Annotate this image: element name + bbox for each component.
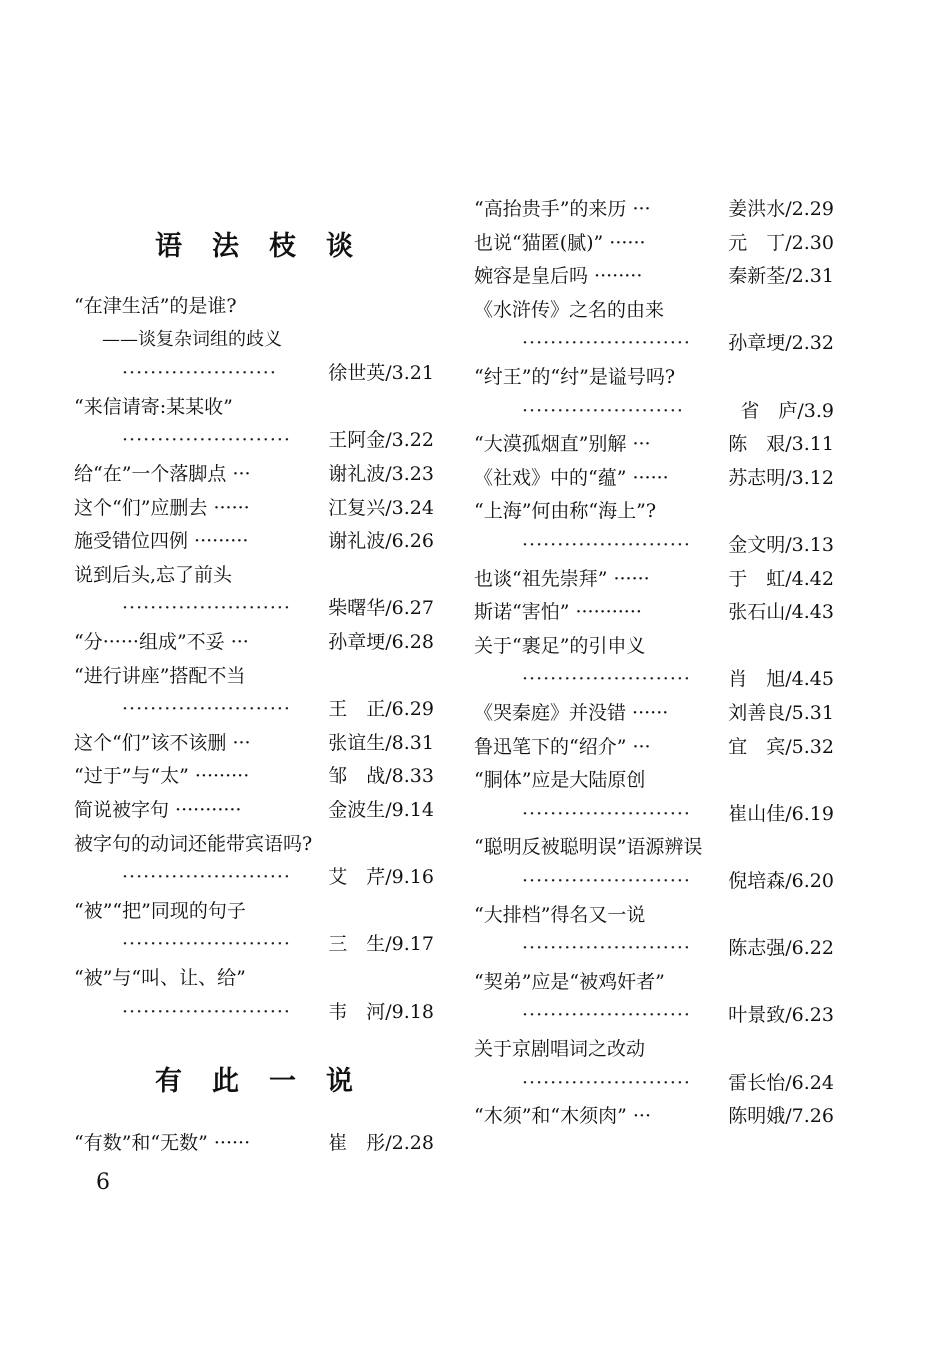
leader-dots: ························	[522, 1071, 691, 1094]
toc-entry	[474, 394, 834, 428]
entry-author-issue: 孙章埂/2.32	[728, 332, 834, 355]
toc-entry	[74, 692, 434, 726]
toc-entry	[474, 864, 834, 898]
entry-author-issue: 宜 宾/5.32	[728, 735, 834, 758]
entry-author-issue: 三 生/9.17	[328, 933, 434, 956]
toc-entry	[474, 259, 834, 293]
entry-author-issue: 于 虹/4.42	[728, 567, 834, 590]
toc-entry	[474, 1099, 834, 1133]
entry-title: 关于京剧唱词之改动	[474, 1038, 646, 1060]
entry-title: “大漠孤烟直”别解 ···	[474, 433, 651, 456]
entry-author-issue: 艾 芹/9.16	[328, 866, 434, 889]
toc-entry	[474, 763, 834, 797]
entry-title: 婉容是皇后吗 ········	[474, 265, 643, 288]
toc-entry	[74, 961, 434, 995]
toc-entry	[74, 356, 434, 390]
entry-title: 斯诺“害怕” ···········	[474, 601, 642, 624]
leader-dots: ························	[122, 1000, 291, 1023]
entry-title: “进行讲座”搭配不当	[74, 664, 246, 687]
entry-author-issue: 金文明/3.13	[728, 534, 834, 556]
entry-title: “聪明反被聪明误”语源辨误	[474, 836, 703, 859]
entry-author-issue: 柴曙华/6.27	[328, 597, 434, 620]
leader-dots: ························	[122, 866, 291, 889]
leader-dots: ························	[522, 534, 691, 556]
toc-entry	[474, 1066, 834, 1100]
toc-entry	[74, 491, 434, 525]
toc-entry	[474, 898, 834, 932]
toc-entry	[474, 931, 834, 965]
entry-author-issue: 肖 旭/4.45	[728, 668, 834, 691]
page-number: 6	[96, 1170, 110, 1195]
entry-author-issue: 王 正/6.29	[328, 698, 434, 721]
entry-title: “有数”和“无数” ······	[74, 1132, 251, 1154]
toc-entry	[474, 326, 834, 360]
entry-author-issue: 韦 河/9.18	[328, 1000, 434, 1023]
toc-entry	[74, 827, 434, 861]
entry-author-issue: 孙章埂/6.28	[328, 631, 434, 653]
toc-entry	[474, 494, 834, 528]
toc-entry	[74, 524, 434, 558]
leader-dots: ·······················	[522, 399, 684, 422]
toc-entry	[74, 793, 434, 827]
toc-entry	[474, 998, 834, 1032]
entry-title: “被”“把”同现的句子	[74, 899, 246, 922]
leader-dots: ························	[522, 332, 691, 355]
toc-entry	[474, 595, 834, 629]
toc-entry	[474, 360, 834, 394]
entry-author-issue: 苏志明/3.12	[728, 466, 834, 489]
leader-dots: ······················	[122, 362, 277, 385]
toc-entry	[74, 927, 434, 961]
toc-entry	[74, 558, 434, 592]
entry-author-issue: 徐世英/3.21	[328, 362, 434, 385]
section-title: 语法枝谈	[155, 231, 383, 262]
entry-author-issue: 江复兴/3.24	[328, 496, 434, 519]
entry-author-issue: 张谊生/8.31	[328, 731, 434, 754]
entry-title: 鲁迅笔下的“绍介” ···	[474, 735, 651, 758]
toc-entry	[74, 591, 434, 625]
toc-entry	[474, 226, 834, 260]
entry-author-issue: 崔 彤/2.28	[328, 1132, 434, 1154]
entry-title: “胴体”应是大陆原创	[474, 769, 646, 792]
entry-title: 关于“裹足”的引申义	[474, 634, 646, 657]
leader-dots: ························	[122, 429, 291, 452]
toc-entry	[474, 528, 834, 562]
entry-title: “契弟”应是“被鸡奸者”	[474, 970, 665, 993]
entry-author-issue: 陈 艰/3.11	[728, 433, 834, 456]
entry-title: 简说被字句 ···········	[74, 799, 242, 821]
leader-dots: ························	[522, 1004, 691, 1027]
entry-author-issue: 谢礼波/3.23	[328, 463, 434, 485]
entry-author-issue: 姜洪水/2.29	[728, 198, 834, 220]
entry-author-issue: 省 庐/3.9	[740, 399, 834, 422]
entry-author-issue: 元 丁/2.30	[728, 231, 834, 254]
toc-entry	[474, 461, 834, 495]
entry-author-issue: 金波生/9.14	[328, 799, 434, 821]
entry-title: 《水浒传》之名的由来	[474, 298, 665, 321]
entry-title: 施受错位四例 ·········	[74, 530, 249, 553]
entry-author-issue: 陈明娥/7.26	[728, 1105, 834, 1128]
entry-title: “分······组成”不妥 ···	[74, 631, 249, 653]
leader-dots: ························	[522, 802, 691, 825]
toc-entry	[74, 390, 434, 424]
toc-entry	[74, 995, 434, 1029]
toc-entry	[74, 289, 434, 323]
toc-entry	[474, 662, 834, 696]
toc-entry	[74, 1126, 434, 1160]
entry-author-issue: 崔山佳/6.19	[728, 802, 834, 825]
entry-title: “木须”和“木须肉” ···	[474, 1105, 652, 1128]
entry-title: 给“在”一个落脚点 ···	[74, 463, 251, 485]
entry-author-issue: 谢礼波/6.26	[328, 530, 434, 553]
leader-dots: ························	[122, 933, 291, 956]
entry-author-issue: 叶景致/6.23	[728, 1004, 834, 1027]
leader-dots: ························	[522, 870, 691, 892]
entry-author-issue: 陈志强/6.22	[728, 937, 834, 960]
entry-author-issue: 倪培森/6.20	[728, 870, 834, 892]
entry-title: “大排档”得名又一说	[474, 903, 646, 926]
toc-entry	[74, 659, 434, 693]
entry-title: 这个“们”应删去 ······	[74, 496, 250, 519]
toc-entry	[74, 423, 434, 457]
entry-title: “过于”与“太” ·········	[74, 765, 250, 788]
entry-title: 被字句的动词还能带宾语吗?	[74, 832, 313, 855]
toc-entry	[474, 1032, 834, 1066]
entry-title: 也说“猫匿(腻)” ······	[474, 231, 646, 254]
toc-entry	[74, 860, 434, 894]
toc-entry	[474, 192, 834, 226]
entry-title: 《哭秦庭》并没错 ······	[474, 702, 669, 724]
section-title: 有此一说	[155, 1066, 383, 1097]
toc-entry	[74, 894, 434, 928]
toc-entry	[74, 726, 434, 760]
entry-author-issue: 雷长怡/6.24	[728, 1071, 834, 1094]
entry-author-issue: 王阿金/3.22	[328, 429, 434, 452]
leader-dots: ························	[522, 937, 691, 960]
toc-entry	[474, 427, 834, 461]
leader-dots: ························	[122, 698, 291, 721]
entry-title: “在津生活”的是谁?	[74, 295, 237, 317]
entry-title: “高抬贵手”的来历 ···	[474, 198, 651, 220]
entry-title: 《社戏》中的“蕴” ······	[474, 466, 669, 489]
entry-title: “纣王”的“纣”是谥号吗?	[474, 366, 676, 388]
toc-entry	[474, 965, 834, 999]
toc-entry	[74, 625, 434, 659]
entry-title: “来信请寄:某某收”	[74, 395, 233, 418]
entry-author-issue: 刘善良/5.31	[728, 702, 834, 724]
entry-title: 说到后头,忘了前头	[74, 563, 233, 586]
toc-entry	[474, 830, 834, 864]
toc-entry	[474, 730, 834, 764]
toc-entry	[474, 696, 834, 730]
toc-entry	[474, 797, 834, 831]
entry-title: ——谈复杂词组的歧义	[102, 328, 282, 350]
entry-author-issue: 秦新荃/2.31	[728, 265, 834, 288]
toc-entry	[74, 323, 434, 357]
leader-dots: ························	[522, 668, 691, 691]
entry-title: “被”与“叫、让、给”	[74, 967, 246, 989]
entry-title: 也谈“祖先崇拜” ······	[474, 567, 650, 590]
entry-author-issue: 邹 战/8.33	[328, 765, 434, 788]
toc-entry	[474, 629, 834, 663]
toc-entry	[74, 759, 434, 793]
entry-title: 这个“们”该不该删 ···	[74, 731, 251, 754]
leader-dots: ························	[122, 597, 291, 620]
toc-entry	[74, 457, 434, 491]
toc-entry	[474, 562, 834, 596]
entry-author-issue: 张石山/4.43	[728, 601, 834, 624]
toc-entry	[474, 293, 834, 327]
entry-title: “上海”何由称“海上”?	[474, 500, 657, 523]
